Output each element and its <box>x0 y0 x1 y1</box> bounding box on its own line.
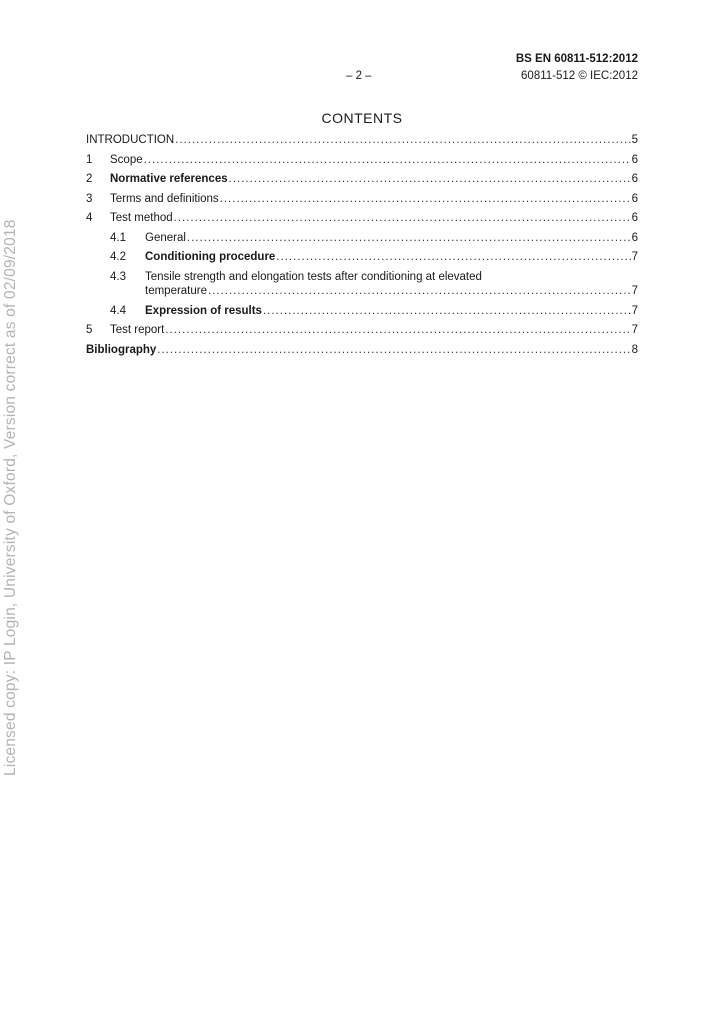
toc-entry-bibliography[interactable] <box>86 343 638 363</box>
toc-leader <box>157 343 630 357</box>
toc-entry-conditioning-procedure[interactable] <box>86 250 638 270</box>
page-number: – 2 – <box>346 70 372 82</box>
toc-entry-text: INTRODUCTION <box>86 134 175 146</box>
toc-leader <box>220 192 631 206</box>
toc-entry-text: Scope <box>110 153 143 166</box>
toc-entry-text: Tensile strength and elongation tests after conditioning at elevated <box>145 270 482 283</box>
iec-number: 60811-512 © IEC:2012 <box>521 70 638 82</box>
toc-entry-tensile-strength[interactable] <box>86 270 638 304</box>
toc-number: 3 <box>86 192 93 205</box>
toc-page: 7 <box>631 284 638 297</box>
table-of-contents <box>86 133 638 362</box>
toc-leader <box>165 323 630 337</box>
toc-entry-text: Expression of results <box>145 304 262 317</box>
toc-number: 4.3 <box>110 270 126 283</box>
toc-entry-normative-references[interactable] <box>86 172 638 192</box>
toc-page: 6 <box>631 173 638 185</box>
page-title: CONTENTS <box>321 110 403 126</box>
toc-entry-general[interactable] <box>86 231 638 251</box>
toc-number: 1 <box>86 153 93 166</box>
toc-entry-text: Terms and definitions <box>110 192 219 205</box>
toc-number: 4 <box>86 212 93 224</box>
toc-number: 4.4 <box>110 304 126 317</box>
toc-leader <box>263 304 631 318</box>
toc-leader <box>187 231 631 245</box>
standard-number: BS EN 60811-512:2012 <box>515 53 638 65</box>
toc-leader <box>276 250 630 264</box>
toc-number: 2 <box>86 173 93 185</box>
toc-entry-text-continued: temperature <box>145 284 208 297</box>
license-watermark: Licensed copy: IP Login, University of Oxford, Version correct as of 02/09/2018 <box>2 219 19 776</box>
toc-page: 7 <box>631 251 638 263</box>
toc-page: 6 <box>631 231 638 244</box>
toc-page: 6 <box>631 192 638 205</box>
toc-entry-introduction[interactable] <box>86 133 638 153</box>
toc-page: 7 <box>631 324 638 336</box>
toc-page: 6 <box>631 212 638 224</box>
toc-leader <box>144 153 631 167</box>
toc-entry-test-report[interactable] <box>86 323 638 343</box>
toc-leader <box>174 211 631 225</box>
toc-page: 7 <box>631 304 638 317</box>
toc-entry-text: Normative references <box>110 173 228 185</box>
toc-page: 6 <box>631 153 638 166</box>
toc-leader <box>208 284 631 298</box>
toc-page: 5 <box>631 134 638 146</box>
toc-number: 4.2 <box>110 251 126 263</box>
toc-entry-text: Test report <box>110 324 165 336</box>
toc-entry-text: Bibliography <box>86 343 157 356</box>
toc-entry-scope[interactable] <box>86 153 638 173</box>
toc-number: 5 <box>86 324 93 336</box>
toc-leader <box>229 172 631 186</box>
toc-entry-expression-results[interactable] <box>86 304 638 324</box>
toc-entry-text: Test method <box>110 212 173 224</box>
toc-entry-terms-definitions[interactable] <box>86 192 638 212</box>
toc-entry-test-method[interactable] <box>86 211 638 231</box>
toc-entry-text: Conditioning procedure <box>145 251 276 263</box>
toc-entry-text: General <box>145 231 186 244</box>
toc-page: 8 <box>631 343 638 356</box>
toc-leader <box>175 133 630 147</box>
toc-number: 4.1 <box>110 231 126 244</box>
